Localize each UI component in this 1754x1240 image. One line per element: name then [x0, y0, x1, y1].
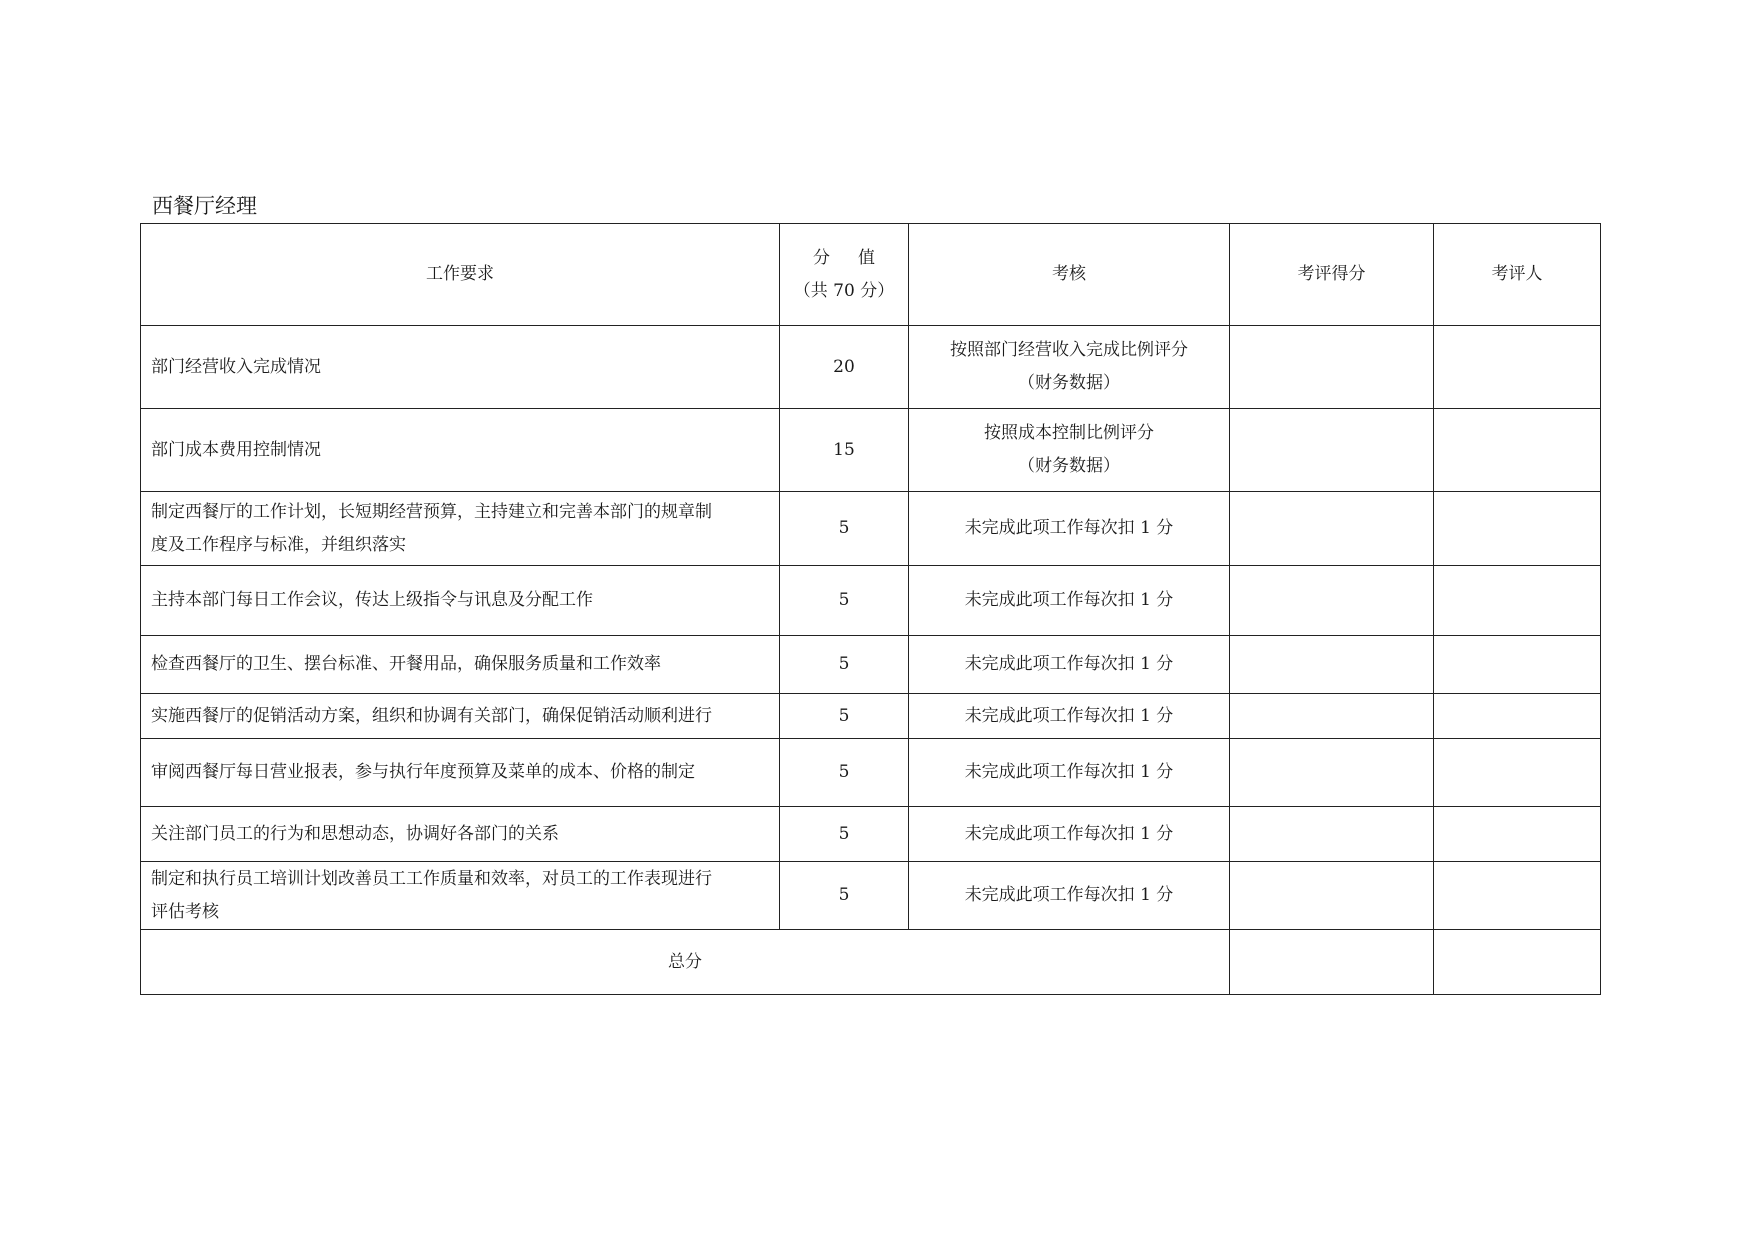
requirement-cell: [141, 739, 780, 807]
assessment-cell: [909, 807, 1230, 862]
assessment-cell: [909, 739, 1230, 807]
header-score-char-a: 分: [813, 247, 830, 268]
evaluator-cell[interactable]: [1434, 694, 1601, 739]
table-row: [141, 409, 1601, 492]
evaluation-score-cell[interactable]: [1230, 739, 1434, 807]
assessment-text: 未完成此项工作每次扣 1 分: [964, 823, 1174, 844]
evaluation-score-cell[interactable]: [1230, 862, 1434, 930]
assessment-text: （财务数据）: [1018, 373, 1120, 393]
assessment-cell: [909, 409, 1230, 492]
evaluator-cell[interactable]: [1434, 492, 1601, 566]
requirement-cell: [141, 566, 780, 636]
requirement-cell: [141, 807, 780, 862]
evaluation-score-cell[interactable]: [1230, 807, 1434, 862]
score-cell: 5: [780, 862, 909, 930]
table-row: [141, 694, 1601, 739]
assessment-text: 未完成此项工作每次扣 1 分: [964, 705, 1174, 726]
evaluation-score-cell[interactable]: [1230, 636, 1434, 694]
evaluator-cell[interactable]: [1434, 636, 1601, 694]
total-label: 总分: [141, 930, 1230, 995]
requirement-text: 部门经营收入完成情况: [151, 356, 321, 377]
table-row: [141, 326, 1601, 409]
header-score-line1: [790, 242, 898, 275]
score-cell: 15: [780, 409, 909, 492]
evaluator-cell[interactable]: [1434, 862, 1601, 930]
score-cell: 5: [780, 566, 909, 636]
header-requirement: 工作要求: [141, 224, 780, 326]
assessment-cell: [909, 694, 1230, 739]
assessment-text: 未完成此项工作每次扣 1 分: [964, 762, 1174, 782]
requirement-text: 审阅西餐厅每日营业报表，参与执行年度预算及菜单的成本、价格的制定: [151, 762, 695, 782]
evaluator-cell[interactable]: [1434, 807, 1601, 862]
evaluation-score-cell[interactable]: [1230, 326, 1434, 409]
table-row: [141, 566, 1601, 636]
evaluation-score-cell[interactable]: [1230, 694, 1434, 739]
score-cell: 5: [780, 694, 909, 739]
requirement-text: 关注部门员工的行为和思想动态，协调好各部门的关系: [151, 823, 559, 844]
evaluation-score-cell[interactable]: [1230, 566, 1434, 636]
score-cell: 5: [780, 492, 909, 566]
assessment-table: [140, 223, 1601, 995]
requirement-cell: [141, 862, 780, 930]
requirement-text: 制定西餐厅的工作计划，长短期经营预算，主持建立和完善本部门的规章制: [151, 501, 712, 522]
score-cell: 5: [780, 807, 909, 862]
assessment-text: 未完成此项工作每次扣 1 分: [964, 590, 1174, 610]
header-evaluation-score: 考评得分: [1230, 224, 1434, 326]
table-row: [141, 492, 1601, 566]
header-assessment: 考核: [909, 224, 1230, 326]
assessment-cell: [909, 862, 1230, 930]
total-row: [141, 930, 1601, 995]
header-evaluator: 考评人: [1434, 224, 1601, 326]
requirement-text: 实施西餐厅的促销活动方案，组织和协调有关部门，确保促销活动顺利进行: [151, 705, 712, 726]
requirement-text: 度及工作程序与标准，并组织落实: [151, 534, 406, 555]
score-cell: 20: [780, 326, 909, 409]
requirement-text: 检查西餐厅的卫生、摆台标准、开餐用品，确保服务质量和工作效率: [151, 654, 661, 674]
assessment-cell: [909, 566, 1230, 636]
requirement-text: 评估考核: [151, 901, 219, 922]
assessment-text: 按照成本控制比例评分: [984, 423, 1154, 443]
assessment-text: 未完成此项工作每次扣 1 分: [964, 885, 1174, 905]
evaluation-score-cell[interactable]: [1230, 492, 1434, 566]
evaluation-score-cell[interactable]: [1230, 409, 1434, 492]
assessment-text: 未完成此项工作每次扣 1 分: [964, 654, 1174, 674]
requirement-text: 部门成本费用控制情况: [151, 439, 321, 460]
requirement-cell: [141, 326, 780, 409]
requirement-cell: [141, 636, 780, 694]
requirement-text: 主持本部门每日工作会议，传达上级指令与讯息及分配工作: [151, 590, 593, 610]
table-row: [141, 636, 1601, 694]
total-evaluator-cell[interactable]: [1434, 930, 1601, 995]
requirement-cell: [141, 694, 780, 739]
total-score-cell[interactable]: [1230, 930, 1434, 995]
table-header-row: [141, 224, 1601, 326]
header-score: [780, 224, 909, 326]
table-row: [141, 807, 1601, 862]
table-row: [141, 739, 1601, 807]
evaluator-cell[interactable]: [1434, 409, 1601, 492]
header-score-line2: （共 70 分）: [793, 280, 895, 301]
assessment-cell: [909, 326, 1230, 409]
evaluator-cell[interactable]: [1434, 566, 1601, 636]
score-cell: 5: [780, 636, 909, 694]
requirement-cell: [141, 409, 780, 492]
assessment-text: 按照部门经营收入完成比例评分: [950, 340, 1188, 360]
score-cell: 5: [780, 739, 909, 807]
assessment-text: （财务数据）: [1018, 456, 1120, 476]
requirement-text: 制定和执行员工培训计划改善员工工作质量和效率，对员工的工作表现进行: [151, 868, 712, 889]
assessment-text: 未完成此项工作每次扣 1 分: [964, 518, 1174, 538]
evaluator-cell[interactable]: [1434, 739, 1601, 807]
header-score-char-b: 值: [858, 247, 875, 268]
page-title: 西餐厅经理: [152, 194, 257, 218]
assessment-cell: [909, 636, 1230, 694]
requirement-cell: [141, 492, 780, 566]
assessment-cell: [909, 492, 1230, 566]
table-row: [141, 862, 1601, 930]
evaluator-cell[interactable]: [1434, 326, 1601, 409]
